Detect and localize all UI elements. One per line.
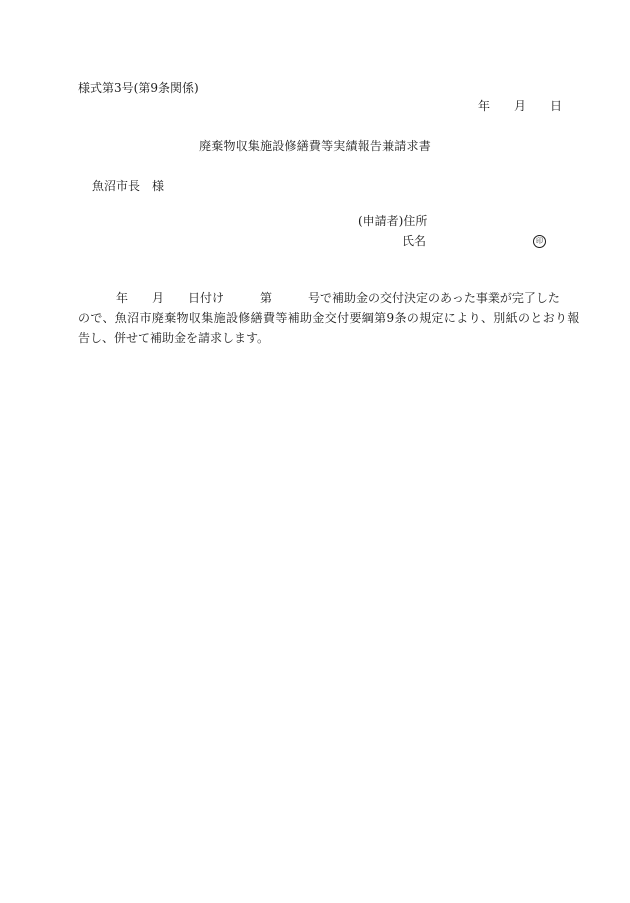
seal-icon: 印	[533, 235, 546, 248]
body-year-label: 年	[116, 291, 129, 305]
applicant-address-label: (申請者)住所	[358, 214, 428, 228]
date-month-label: 月	[514, 99, 527, 113]
body-line-3: 告し、併せて補助金を請求します。	[78, 331, 270, 345]
document-title: 廃棄物収集施設修繕費等実績報告兼請求書	[199, 139, 431, 153]
body-line-1-text: 号で補助金の交付決定のあった事業が完了した	[308, 291, 560, 305]
body-number-prefix: 第	[260, 291, 273, 305]
addressee: 魚沼市長 様	[92, 179, 165, 193]
body-line-2: ので、魚沼市廃棄物収集施設修繕費等補助金交付要綱第9条の規定により、別紙のとおり報	[78, 311, 580, 325]
body-line-1	[78, 292, 562, 306]
date-line	[478, 100, 562, 114]
body-dated-label: 日付け	[188, 291, 225, 305]
form-number: 様式第3号(第9条関係)	[78, 81, 199, 95]
applicant-name-label: 氏名	[402, 234, 427, 248]
date-year-label: 年	[478, 99, 491, 113]
date-day-label: 日	[550, 99, 563, 113]
body-month-label: 月	[152, 291, 165, 305]
